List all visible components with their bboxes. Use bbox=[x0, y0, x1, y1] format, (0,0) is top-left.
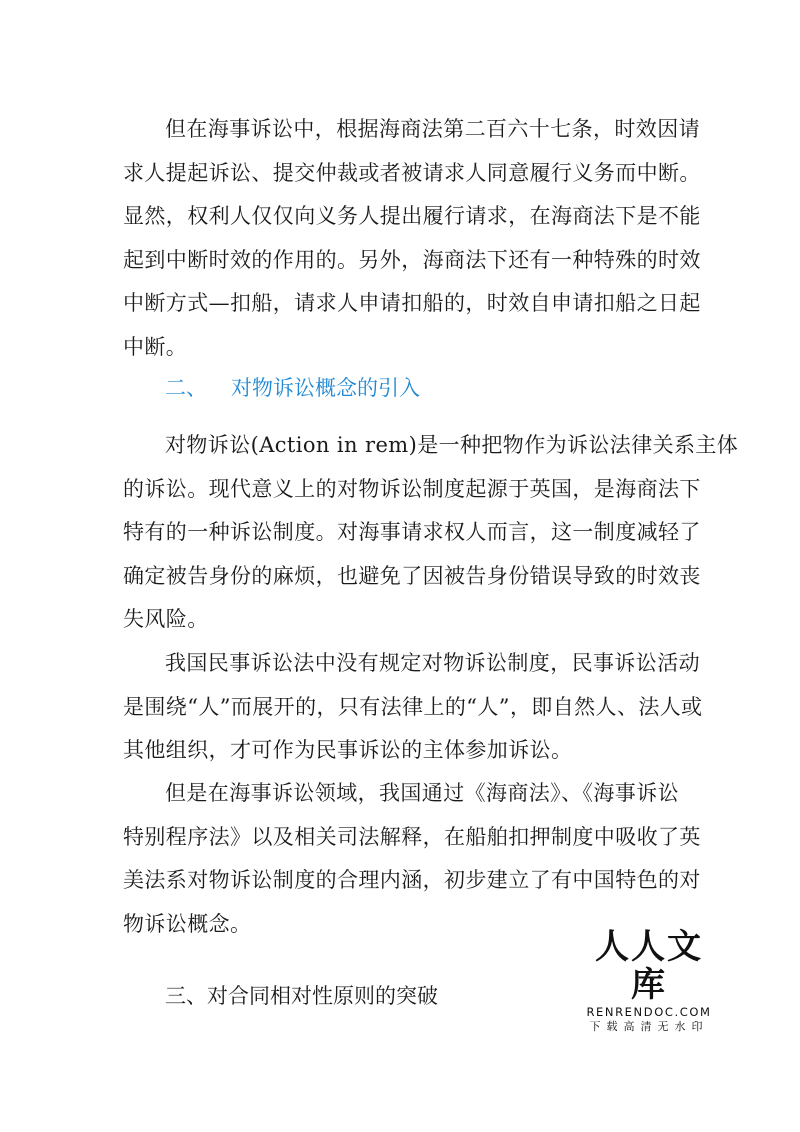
paragraph-line: 但在海事诉讼中，根据海商法第二百六十七条，时效因请 bbox=[165, 117, 700, 141]
watermark-slogan: 下载高清无水印 bbox=[589, 1020, 709, 1033]
renrendoc-watermark bbox=[584, 928, 714, 1034]
paragraph-line: 中断。 bbox=[123, 334, 188, 359]
section-number: 二、 bbox=[165, 376, 207, 400]
paragraph-line: 是围绕“人”而展开的，只有法律上的“人”，即自然人、法人或 bbox=[123, 694, 703, 719]
paragraph-4 bbox=[123, 772, 701, 946]
paragraph-1 bbox=[123, 108, 701, 369]
paragraph-line: 的诉讼。现代意义上的对物诉讼制度起源于英国，是海商法下 bbox=[123, 476, 701, 501]
paragraph-line: 特有的一种诉讼制度。对海事请求权人而言，这一制度减轻了 bbox=[123, 520, 701, 544]
paragraph-2 bbox=[123, 424, 739, 642]
paragraph-line: 对物诉讼(Action in rem)是一种把物作为诉讼法律关系主体 bbox=[165, 433, 739, 457]
paragraph-line: 中断方式—扣船，请求人申请扣船的，时效自申请扣船之日起 bbox=[123, 291, 701, 315]
paragraph-line: 美法系对物诉讼制度的合理内涵，初步建立了有中国特色的对 bbox=[123, 868, 701, 892]
paragraph-line: 显然，权利人仅仅向义务人提出履行请求，在海商法下是不能 bbox=[123, 204, 701, 228]
watermark-brand: 人人文库 bbox=[595, 927, 703, 1005]
paragraph-line: 但是在海事诉讼领域，我国通过《海商法》、《海事诉讼 bbox=[165, 781, 679, 805]
paragraph-3 bbox=[123, 642, 703, 773]
paragraph-line: 物诉讼概念。 bbox=[123, 911, 252, 936]
section-heading-3: 三、对合同相对性原则的突破 bbox=[165, 984, 438, 1008]
paragraph-line: 起到中断时效的作用的。另外，海商法下还有一种特殊的时效 bbox=[123, 247, 701, 272]
paragraph-line: 其他组织，才可作为民事诉讼的主体参加诉讼。 bbox=[123, 738, 573, 762]
paragraph-line: 我国民事诉讼法中没有规定对物诉讼制度，民事诉讼活动 bbox=[165, 651, 700, 675]
paragraph-line: 求人提起诉讼、提交仲裁或者被请求人同意履行义务而中断。 bbox=[123, 160, 701, 185]
section-heading-2 bbox=[165, 372, 420, 402]
paragraph-line: 特别程序法》以及相关司法解释，在船舶扣押制度中吸收了英 bbox=[123, 824, 701, 849]
paragraph-line: 失风险。 bbox=[123, 607, 209, 631]
section-title: 对物诉讼概念的引入 bbox=[231, 376, 420, 400]
paragraph-line: 确定被告身份的麻烦，也避免了因被告身份错误导致的时效丧 bbox=[123, 563, 701, 588]
watermark-url: RENRENDOC.COM bbox=[586, 1005, 712, 1019]
